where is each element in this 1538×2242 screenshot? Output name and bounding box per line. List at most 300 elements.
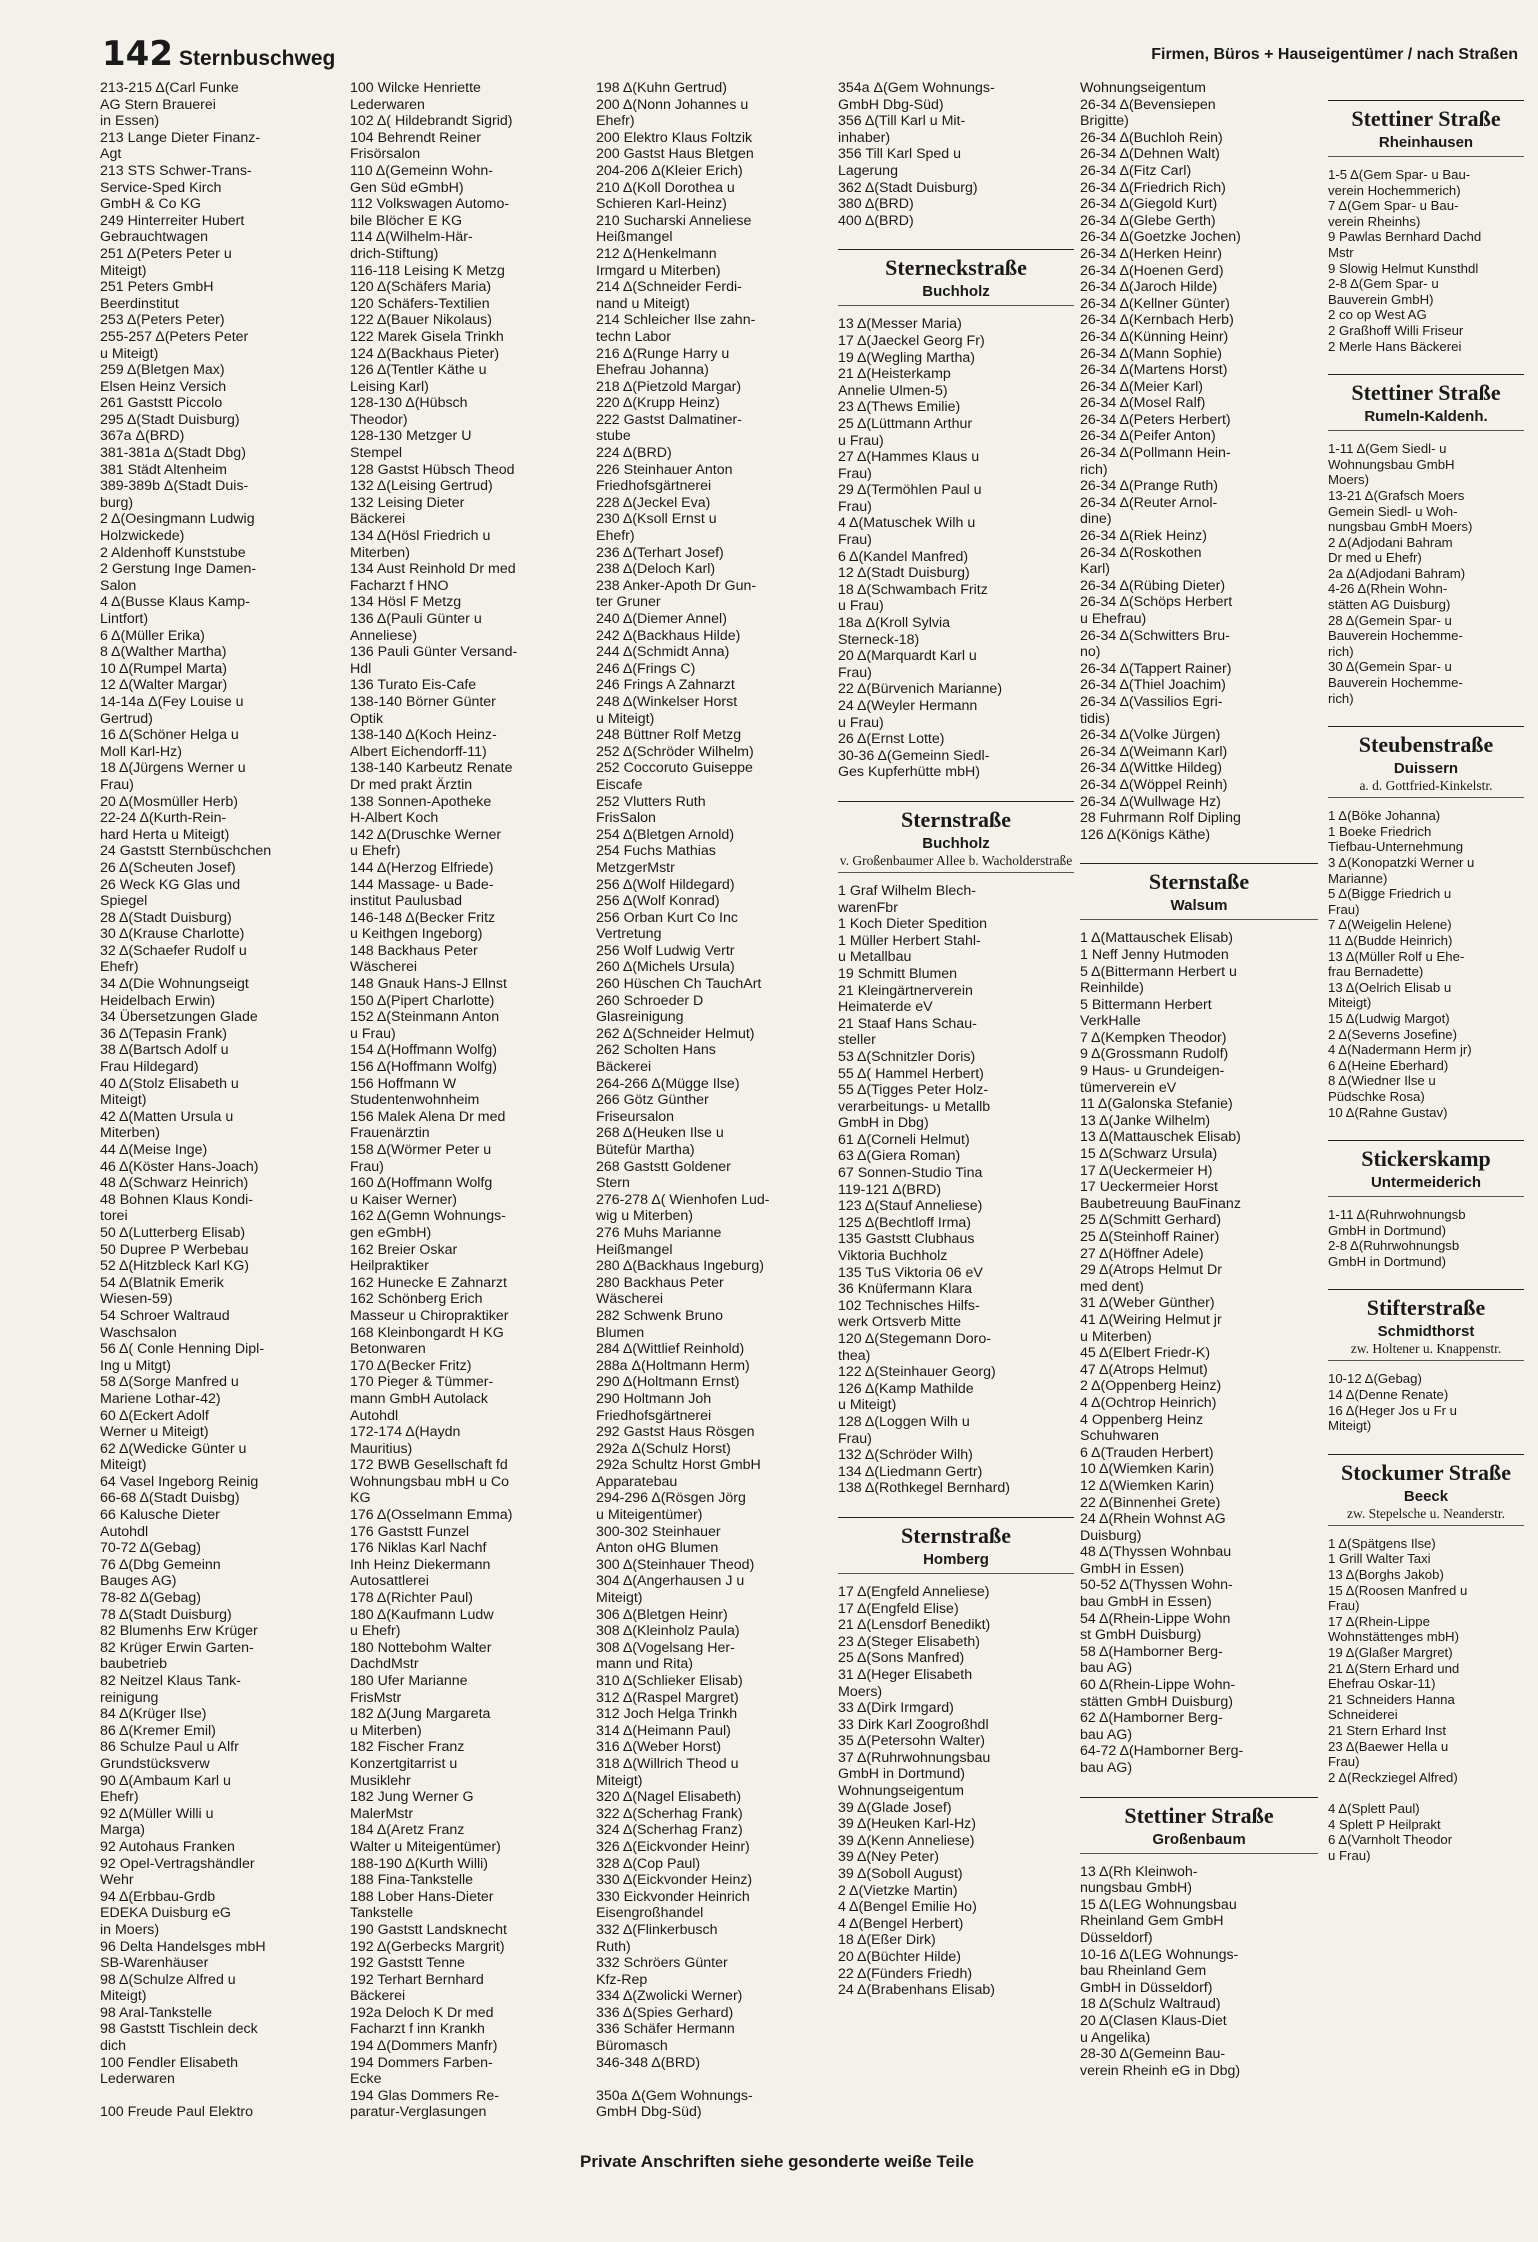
directory-entry: u Miteigentümer): [596, 1507, 703, 1524]
directory-entry: 268 Gaststt Goldener: [596, 1158, 731, 1175]
street-section-header: [1080, 1797, 1318, 1854]
directory-entry: 16 Δ(Schöner Helga u: [100, 727, 239, 744]
directory-entry: 36 Δ(Tepasin Frank): [100, 1025, 227, 1042]
directory-entry: GmbH in Dortmund): [838, 1766, 965, 1783]
directory-entry: 114 Δ(Wilhelm-Här-: [350, 229, 473, 246]
directory-entry: 24 Δ(Rhein Wohnst AG: [1080, 1511, 1226, 1528]
directory-entry: Autohdl: [350, 1407, 399, 1424]
street-name: Steubenstraße: [1358, 732, 1494, 758]
directory-entry: Bäckerei: [596, 1059, 652, 1076]
directory-entry: 112 Volkswagen Automo-: [350, 196, 510, 213]
directory-entry: 104 Behrendt Reiner: [350, 129, 481, 146]
directory-entry: 25 Δ(Lüttmann Arthur: [838, 415, 973, 432]
directory-entry: Wäscherei: [350, 959, 418, 976]
directory-entry: 26-34 Δ(Kernbach Herb): [1080, 312, 1234, 329]
street-name: Stifterstraße: [1366, 1295, 1486, 1321]
directory-entry: no): [1080, 644, 1101, 661]
directory-entry: 26-34 Δ(Rübing Dieter): [1080, 577, 1226, 594]
directory-entry: rich): [1080, 461, 1108, 478]
directory-entry: 31 Δ(Heger Elisabeth: [838, 1666, 973, 1683]
directory-entry: 30-36 Δ(Gemeinn Siedl-: [838, 747, 990, 764]
directory-entry: Wohnungsbau GmbH: [1328, 456, 1455, 472]
directory-entry: stätten GmbH Duisburg): [1080, 1693, 1233, 1710]
directory-entry: 332 Schröers Günter: [596, 1955, 728, 1972]
directory-entry: 255-257 Δ(Peters Peter: [100, 328, 249, 345]
directory-entry: techn Labor: [596, 328, 671, 345]
directory-entry: 14 Δ(Denne Renate): [1328, 1387, 1449, 1403]
directory-entry: Musiklehr: [350, 1772, 411, 1789]
directory-entry: 282 Schwenk Bruno: [596, 1307, 723, 1324]
directory-entry: Bütefür Martha): [596, 1142, 695, 1158]
directory-entry: 330 Δ(Eickvonder Heinz): [596, 1872, 753, 1889]
street-name: Sternstraße: [901, 1522, 1011, 1548]
directory-entry: 334 Δ(Zwolicki Werner): [596, 1988, 743, 2005]
directory-entry: 76 Δ(Dbg Gemeinn: [100, 1556, 221, 1573]
directory-entry: 50-52 Δ(Thyssen Wohn-: [1080, 1577, 1233, 1594]
directory-entry: 312 Δ(Raspel Margret): [596, 1689, 739, 1706]
directory-entry: paratur-Verglasungen: [350, 2104, 487, 2121]
directory-entry: u Keithgen Ingeborg): [350, 926, 483, 943]
street-range-note: v. Großenbaumer Allee b. Wacholderstraße: [839, 852, 1073, 868]
directory-entry: 36 Knüfermann Klara: [838, 1281, 973, 1298]
directory-entry: 328 Δ(Cop Paul): [596, 1855, 701, 1872]
directory-entry: 222 Gastst Dalmatiner-: [596, 411, 742, 428]
street-section-header: [1328, 1140, 1524, 1197]
directory-entry: 26-34 Δ(Goetzke Jochen): [1080, 229, 1241, 246]
directory-entry: 14-14a Δ(Fey Louise u: [100, 693, 244, 710]
directory-entry: 24 Gaststt Sternbüschchen: [100, 843, 272, 860]
directory-entry: 176 Δ(Osselmann Emma): [350, 1507, 513, 1524]
column-5: [1080, 80, 1318, 2079]
directory-entry: 135 TuS Viktoria 06 eV: [838, 1264, 983, 1281]
directory-entry: Studentenwohnheim: [350, 1092, 480, 1109]
directory-entry: 26-34 Δ(Hoenen Gerd): [1080, 262, 1224, 279]
directory-entry: warenFbr: [838, 899, 898, 916]
street-section-header: [1328, 1289, 1524, 1361]
directory-entry: 170 Pieger & Tümmer-: [350, 1374, 494, 1391]
directory-entry: baubetrieb: [100, 1656, 168, 1673]
directory-entry: Wehr: [100, 1872, 134, 1889]
directory-entry: Marianne): [1328, 870, 1388, 886]
directory-entry: 190 Gaststt Landsknecht: [350, 1921, 507, 1938]
directory-entry: Frau): [838, 465, 872, 482]
directory-entry: Bauverein GmbH): [1328, 291, 1434, 307]
directory-entry: Schieren Karl-Heinz): [596, 196, 727, 213]
directory-entry: 26-34 Δ(Reuter Arnol-: [1080, 494, 1218, 511]
directory-entry: 66-68 Δ(Stadt Duisbg): [100, 1490, 240, 1507]
directory-entry: Friedhofsgärtnerei: [596, 478, 712, 495]
directory-entry: Bauverein Hochemme-: [1328, 675, 1463, 691]
directory-entry: 56 Δ( Conle Henning Dipl-: [100, 1341, 265, 1358]
directory-entry: 294-296 Δ(Rösgen Jörg: [596, 1490, 746, 1507]
street-name: Stettiner Straße: [1351, 106, 1501, 131]
directory-entry: 128-130 Δ(Hübsch: [350, 395, 468, 412]
directory-entry: 254 Δ(Bletgen Arnold): [596, 826, 735, 843]
directory-entry: Lagerung: [838, 162, 898, 179]
directory-entry: 26-34 Δ(Peters Herbert): [1080, 411, 1231, 428]
directory-entry: Vertretung: [596, 926, 662, 943]
directory-entry: 210 Δ(Koll Dorothea u: [596, 179, 735, 196]
directory-entry: 22 Δ(Fünders Friedh): [838, 1965, 973, 1982]
directory-entry: Frauenärztin: [350, 1125, 430, 1142]
directory-entry: 1 Boeke Friedrich: [1328, 823, 1432, 839]
directory-entry: 156 Malek Alena Dr med: [350, 1108, 506, 1125]
directory-entry: 26-34 Δ(Buchloh Rein): [1080, 129, 1223, 146]
directory-entry: 132 Δ(Schröder Wilh): [838, 1447, 973, 1464]
directory-entry: 54 Δ(Rhein-Lippe Wohn: [1080, 1610, 1231, 1627]
directory-entry: Salon: [100, 577, 137, 594]
directory-entry: 21 Δ(Lensdorf Benedikt): [838, 1617, 991, 1634]
directory-entry: wig u Miterben): [596, 1208, 693, 1225]
directory-entry: Frau Hildegard): [100, 1059, 199, 1076]
directory-entry: 18 Δ(Schulz Waltraud): [1080, 1996, 1221, 2013]
directory-entry: 122 Δ(Steinhauer Georg): [838, 1364, 996, 1381]
directory-entry: Bäckerei: [350, 1988, 406, 2005]
directory-entry: 23 Δ(Steger Elisabeth): [838, 1633, 980, 1650]
directory-entry: Tiefbau-Unternehmung: [1328, 839, 1464, 855]
directory-entry: 192 Δ(Gerbecks Margrit): [350, 1938, 505, 1955]
directory-entry: verein Hochemmerich): [1328, 182, 1461, 198]
directory-entry: tümerverein eV: [1080, 1079, 1177, 1096]
directory-entry: Frau): [1328, 1598, 1360, 1614]
directory-entry: 248 Büttner Rolf Metzg: [596, 727, 742, 744]
district-name: Schmidthorst: [1377, 1323, 1475, 1341]
directory-entry: GmbH Dbg-Süd): [838, 96, 944, 113]
directory-entry: 10 Δ(Rahne Gustav): [1328, 1104, 1448, 1120]
directory-entry: Ing u Mitgt): [100, 1357, 171, 1374]
directory-entry: 180 Ufer Marianne: [350, 1673, 468, 1689]
directory-entry: torei: [100, 1208, 128, 1225]
directory-entry: 39 Δ(Ney Peter): [838, 1849, 939, 1866]
directory-entry: 276-278 Δ( Wienhofen Lud-: [596, 1191, 770, 1208]
directory-entry: 213 Lange Dieter Finanz-: [100, 129, 261, 146]
directory-entry: 45 Δ(Elbert Friedr-K): [1080, 1345, 1211, 1362]
directory-entry: 23 Δ(Baewer Hella u: [1328, 1738, 1449, 1754]
directory-entry: 26-34 Δ(Pollmann Hein-: [1080, 445, 1231, 462]
directory-entry: 132 Δ(Leising Gertrud): [350, 478, 493, 495]
directory-entry: Friseursalon: [596, 1108, 675, 1125]
directory-entry: 300 Δ(Steinhauer Theod): [596, 1556, 755, 1573]
directory-entry: 8 Δ(Walther Martha): [100, 644, 227, 661]
directory-entry: 4 Splett P Heilprakt: [1328, 1816, 1441, 1832]
directory-entry: 184 Δ(Aretz Franz: [350, 1822, 465, 1839]
directory-entry: 194 Glas Dommers Re-: [350, 2087, 500, 2104]
directory-entry: 11 Δ(Budde Heinrich): [1328, 932, 1453, 948]
directory-entry: 25 Δ(Schmitt Gerhard): [1080, 1212, 1222, 1229]
directory-entry: 26-34 Δ(Tappert Rainer): [1080, 660, 1232, 677]
street-name: Sternstraße: [901, 806, 1011, 832]
directory-entry: 86 Schulze Paul u Alfr: [100, 1739, 239, 1756]
directory-entry: 18 Δ(Eßer Dirk): [838, 1932, 936, 1949]
directory-entry: 17 Ueckermeier Horst: [1080, 1179, 1218, 1196]
district-name: Walsum: [1170, 897, 1228, 915]
directory-entry: Reinhilde): [1080, 980, 1144, 997]
directory-entry: 7 Δ(Kempken Theodor): [1080, 1029, 1227, 1046]
directory-entry: 16 Δ(Heger Jos u Fr u: [1328, 1402, 1458, 1418]
directory-entry: 13 Δ(Müller Rolf u Ehe-: [1328, 948, 1465, 964]
directory-entry: 160 Δ(Hoffmann Wolfg: [350, 1175, 493, 1192]
directory-entry: 2 Aldenhoff Kunststube: [100, 544, 246, 561]
directory-entry: mann GmbH Autolack: [350, 1390, 488, 1407]
directory-entry: 336 Δ(Spies Gerhard): [596, 2004, 734, 2021]
directory-entry: 70-72 Δ(Gebag): [100, 1540, 201, 1557]
district-name: Großenbaum: [1152, 1830, 1246, 1848]
directory-entry: 4 Δ(Busse Klaus Kamp-: [100, 594, 250, 611]
directory-entry: 39 Δ(Glade Josef): [838, 1799, 952, 1816]
directory-entry: 5 Δ(Bittermann Herbert u: [1080, 963, 1237, 980]
directory-entry: 82 Neitzel Klaus Tank-: [100, 1673, 241, 1689]
directory-entry: 10-16 Δ(LEG Wohnungs-: [1080, 1946, 1239, 1963]
directory-entry: 266 Götz Günther: [596, 1092, 709, 1109]
directory-entry: 380 Δ(BRD): [838, 196, 914, 213]
directory-entry: 17 Δ(Engfeld Anneliese): [838, 1583, 990, 1600]
directory-entry: Ehefrau Johanna): [596, 362, 709, 379]
directory-entry: Masseur u Chiropraktiker: [350, 1307, 509, 1324]
directory-entry: 1 Graf Wilhelm Blech-: [838, 882, 976, 899]
directory-entry: dine): [1080, 511, 1112, 528]
directory-entry: 64-72 Δ(Hamborner Berg-: [1080, 1743, 1244, 1760]
directory-entry: 124 Δ(Backhaus Pieter): [350, 345, 500, 362]
directory-entry: 362 Δ(Stadt Duisburg): [838, 179, 978, 196]
directory-entry: 9 Pawlas Bernhard Dachd: [1328, 229, 1482, 245]
directory-entry: 64 Vasel Ingeborg Reinig: [100, 1473, 259, 1490]
directory-entry: FrisSalon: [596, 810, 656, 827]
street-name: Sterneckstraße: [885, 255, 1027, 281]
directory-entry: 17 Δ(Ueckermeier H): [1080, 1162, 1213, 1179]
directory-entry: GmbH in Düsseldorf): [1080, 1979, 1213, 1996]
directory-entry: 210 Sucharski Anneliese: [596, 212, 752, 229]
directory-entry: Moers): [838, 1683, 883, 1700]
directory-entry: 26-34 Δ(Dehnen Walt): [1080, 146, 1220, 163]
directory-entry: 60 Δ(Rhein-Lippe Wohn-: [1080, 1677, 1236, 1694]
directory-entry: 172-174 Δ(Haydn: [350, 1424, 461, 1441]
directory-entry: 200 Δ(Nonn Johannes u: [596, 96, 749, 113]
directory-entry: Baubetreuung BauFinanz: [1080, 1195, 1241, 1212]
directory-entry: 242 Δ(Backhaus Hilde): [596, 627, 741, 644]
directory-entry: 60 Δ(Eckert Adolf: [100, 1407, 209, 1424]
directory-entry: 15 Δ(Schwarz Ursula): [1080, 1146, 1218, 1163]
directory-entry: 132 Leising Dieter: [350, 494, 465, 511]
directory-entry: Püdschke Rosa): [1328, 1088, 1425, 1104]
directory-entry: 58 Δ(Sorge Manfred u: [100, 1374, 239, 1391]
directory-entry: Schuhwaren: [1080, 1428, 1159, 1445]
directory-entry: 261 Gaststt Piccolo: [100, 395, 223, 412]
directory-entry: u Ehefrau): [1080, 611, 1147, 627]
directory-entry: 4 Δ(Ochtrop Heinrich): [1080, 1394, 1217, 1411]
directory-entry: 336 Schäfer Hermann: [596, 2021, 735, 2038]
directory-entry: nungsbau GmbH): [1080, 1880, 1192, 1897]
directory-entry: 260 Hüschen Ch TauchArt: [596, 976, 762, 993]
directory-entry: 4 Δ(Nadermann Herm jr): [1328, 1042, 1472, 1058]
directory-entry: 27 Δ(Hammes Klaus u: [838, 449, 980, 466]
directory-entry: Lederwaren: [100, 2071, 175, 2088]
directory-entry: 1 Neff Jenny Hutmoden: [1080, 946, 1229, 963]
directory-entry: 1 Grill Walter Taxi: [1328, 1551, 1431, 1567]
directory-entry: Gertrud): [100, 710, 153, 727]
directory-entry: Apparatebau: [596, 1473, 678, 1490]
directory-entry: 5 Δ(Bigge Friedrich u: [1328, 886, 1452, 902]
directory-entry: 256 Orban Kurt Co Inc: [596, 909, 738, 926]
directory-entry: stube: [596, 428, 631, 445]
column-1: [100, 80, 343, 2121]
directory-entry: tidis): [1080, 710, 1110, 727]
directory-entry: Walter u Miteigentümer): [350, 1838, 501, 1855]
directory-entry: 2 Δ(Severns Josefine): [1328, 1026, 1458, 1042]
directory-entry: 29 Δ(Atrops Helmut Dr: [1080, 1262, 1222, 1279]
directory-entry: 6 Δ(Trauden Herbert): [1080, 1444, 1214, 1461]
directory-entry: 17 Δ(Engfeld Elise): [838, 1600, 959, 1617]
directory-entry: Dr med u Ehefr): [1328, 550, 1422, 566]
directory-entry: Büromasch: [596, 2038, 668, 2055]
district-name: Rheinhausen: [1378, 134, 1474, 151]
directory-entry: bau Rheinland Gem: [1080, 1963, 1207, 1980]
directory-entry: 192 Gaststt Tenne: [350, 1955, 465, 1972]
directory-entry: 94 Δ(Erbbau-Grdb: [100, 1888, 216, 1905]
column-2: [350, 80, 590, 2121]
directory-entry: 26 Δ(Ernst Lotte): [838, 731, 945, 748]
directory-entry: 276 Muhs Marianne: [596, 1224, 722, 1241]
directory-entry: Friedhofsgärtnerei: [596, 1407, 712, 1424]
directory-entry: 26-34 Δ(Riek Heinz): [1080, 528, 1207, 545]
directory-entry: 2-8 Δ(Gem Spar- u: [1328, 276, 1439, 292]
directory-entry: u Miterben): [1080, 1328, 1152, 1345]
directory-entry: GmbH in Dortmund): [1328, 1253, 1446, 1269]
directory-entry: 28 Δ(Stadt Duisburg): [100, 909, 232, 926]
street-section-header: [838, 249, 1074, 306]
directory-entry: Ehefr): [596, 528, 635, 545]
directory-entry: 249 Hinterreiter Hubert: [100, 212, 245, 229]
directory-entry: 350a Δ(Gem Wohnungs-: [596, 2087, 753, 2104]
directory-entry: 26-34 Δ(Weimann Karl): [1080, 743, 1228, 760]
directory-entry: 178 Δ(Richter Paul): [350, 1590, 474, 1607]
directory-entry: u Frau): [838, 598, 884, 615]
directory-entry: bile Blöcher E KG: [350, 212, 462, 229]
directory-entry: 39 Δ(Kenn Anneliese): [838, 1832, 975, 1849]
directory-entry: 134 Hösl F Metzg: [350, 594, 462, 611]
directory-entry: 44 Δ(Meise Inge): [100, 1142, 208, 1158]
directory-entry: 6 Δ(Müller Erika): [100, 627, 205, 644]
directory-entry: 26-34 Δ(Peifer Anton): [1080, 428, 1216, 445]
directory-entry: 15 Δ(Roosen Manfred u: [1328, 1582, 1468, 1598]
directory-entry: 26-34 Δ(Friedrich Rich): [1080, 179, 1226, 196]
directory-entry: Heißmangel: [596, 229, 673, 246]
directory-entry: 310 Δ(Schlieker Elisab): [596, 1673, 743, 1689]
directory-entry: Gen Süd eGmbH): [350, 179, 464, 196]
directory-entry: 86 Δ(Kremer Emil): [100, 1722, 216, 1739]
directory-entry: 13-21 Δ(Grafsch Moers: [1328, 487, 1465, 503]
directory-entry: Service-Sped Kirch: [100, 179, 222, 196]
directory-entry: u Kaiser Werner): [350, 1191, 457, 1208]
directory-entry: 240 Δ(Diemer Annel): [596, 611, 727, 627]
directory-entry: DachdMstr: [350, 1656, 419, 1673]
directory-entry: 134 Δ(Liedmann Gertr): [838, 1463, 983, 1480]
street-section-header: [1328, 726, 1524, 798]
directory-entry: H-Albert Koch: [350, 810, 439, 827]
directory-entry: Miterben): [100, 1125, 160, 1142]
directory-entry: 26-34 Δ(Schwitters Bru-: [1080, 627, 1230, 644]
directory-entry: 213-215 Δ(Carl Funke: [100, 80, 239, 96]
directory-entry: 26-34 Δ(Thiel Joachim): [1080, 677, 1226, 694]
directory-entry: Wiesen-59): [100, 1291, 173, 1308]
directory-entry: FrisMstr: [350, 1689, 402, 1706]
district-name: Buchholz: [922, 283, 990, 301]
directory-entry: bau AG): [1080, 1660, 1133, 1677]
directory-entry: 134 Δ(Hösl Friedrich u: [350, 528, 491, 545]
directory-entry: Frau): [838, 664, 872, 681]
directory-entry: 194 Dommers Farben-: [350, 2054, 493, 2071]
directory-entry: Leising Karl): [350, 378, 429, 395]
directory-entry: verarbeitungs- u Metallb: [838, 1098, 991, 1115]
directory-entry: 194 Δ(Dommers Manfr): [350, 2038, 498, 2055]
directory-entry: 26 Weck KG Glas und: [100, 876, 241, 893]
directory-entry: bau AG): [1080, 1726, 1133, 1743]
directory-entry: 2 Graßhoff Willi Friseur: [1328, 322, 1464, 338]
directory-entry: Werner u Miteigt): [100, 1424, 209, 1441]
directory-entry: Ehefrau Oskar-11): [1328, 1676, 1436, 1692]
directory-entry: Wohnungsbau mbH u Co: [350, 1473, 510, 1490]
directory-entry: Wohnungseigentum: [1080, 80, 1206, 96]
directory-entry: 162 Δ(Gemn Wohnungs-: [350, 1208, 506, 1225]
directory-entry: 356 Δ(Till Karl u Mit-: [838, 113, 966, 130]
directory-entry: 92 Opel-Vertragshändler: [100, 1855, 255, 1872]
directory-entry: 295 Δ(Stadt Duisburg): [100, 411, 240, 428]
directory-entry: 188-190 Δ(Kurth Willi): [350, 1855, 489, 1872]
directory-entry: 18 Δ(Jürgens Werner u: [100, 760, 246, 777]
directory-entry: 2 Δ(Oesingmann Ludwig: [100, 511, 255, 528]
directory-entry: 35 Δ(Petersohn Walter): [838, 1733, 985, 1750]
directory-entry: 15 Δ(LEG Wohnungsbau: [1080, 1896, 1237, 1913]
directory-entry: 13 Δ(Oelrich Elisab u: [1328, 979, 1452, 995]
directory-entry: 262 Δ(Schneider Helmut): [596, 1025, 755, 1042]
directory-entry: verein Rheinhs): [1328, 213, 1421, 229]
directory-entry: 122 Marek Gisela Trinkh: [350, 328, 504, 345]
directory-entry: 102 Δ( Hildebrandt Sigrid): [350, 113, 513, 130]
directory-entry: 156 Δ(Hoffmann Wolfg): [350, 1059, 497, 1076]
directory-entry: 259 Δ(Bletgen Max): [100, 362, 225, 379]
directory-entry: Optik: [350, 710, 384, 727]
directory-entry: 2a Δ(Adjodani Bahram): [1328, 565, 1466, 581]
directory-entry: 26-34 Δ(Giegold Kurt): [1080, 196, 1218, 213]
street-section-header: [838, 1517, 1074, 1574]
directory-entry: 1 Δ(Mattauschek Elisab): [1080, 930, 1233, 947]
directory-entry: 182 Fischer Franz: [350, 1739, 465, 1756]
directory-entry: 244 Δ(Schmidt Anna): [596, 644, 730, 661]
directory-entry: inhaber): [838, 129, 891, 146]
directory-entry: u Metallbau: [838, 949, 912, 966]
directory-entry: Frau): [838, 1430, 872, 1447]
directory-entry: 288a Δ(Holtmann Herm): [596, 1357, 750, 1374]
directory-entry: 200 Elektro Klaus Foltzik: [596, 129, 753, 146]
directory-entry: 126 Δ(Kamp Mathilde: [838, 1380, 974, 1397]
directory-entry: 120 Δ(Stegemann Doro-: [838, 1331, 992, 1347]
page-number: 142: [102, 34, 173, 74]
directory-entry: 138-140 Börner Günter: [350, 693, 496, 710]
directory-entry: 2 Δ(Reckziegel Alfred): [1328, 1769, 1458, 1785]
directory-entry: 54 Δ(Blatnik Emerik: [100, 1274, 224, 1291]
directory-entry: 126 Δ(Tentler Käthe u: [350, 362, 487, 379]
directory-entry: 28 Fuhrmann Rolf Dipling: [1080, 810, 1241, 827]
directory-entry: Dr med prakt Ärztin: [350, 776, 473, 793]
directory-entry: 256 Δ(Wolf Konrad): [596, 893, 720, 910]
directory-entry: hard Herta u Miteigt): [100, 826, 230, 843]
directory-entry: 50 Δ(Lutterberg Elisab): [100, 1224, 246, 1241]
directory-entry: Frau): [1328, 901, 1360, 917]
directory-entry: Moll Karl-Hz): [100, 743, 182, 760]
directory-entry: 146-148 Δ(Becker Fritz: [350, 909, 496, 926]
street-section-header: [1328, 374, 1524, 431]
directory-entry: 2 Δ(Vietzke Martin): [838, 1882, 958, 1899]
directory-entry: 182 Δ(Jung Margareta: [350, 1706, 491, 1723]
